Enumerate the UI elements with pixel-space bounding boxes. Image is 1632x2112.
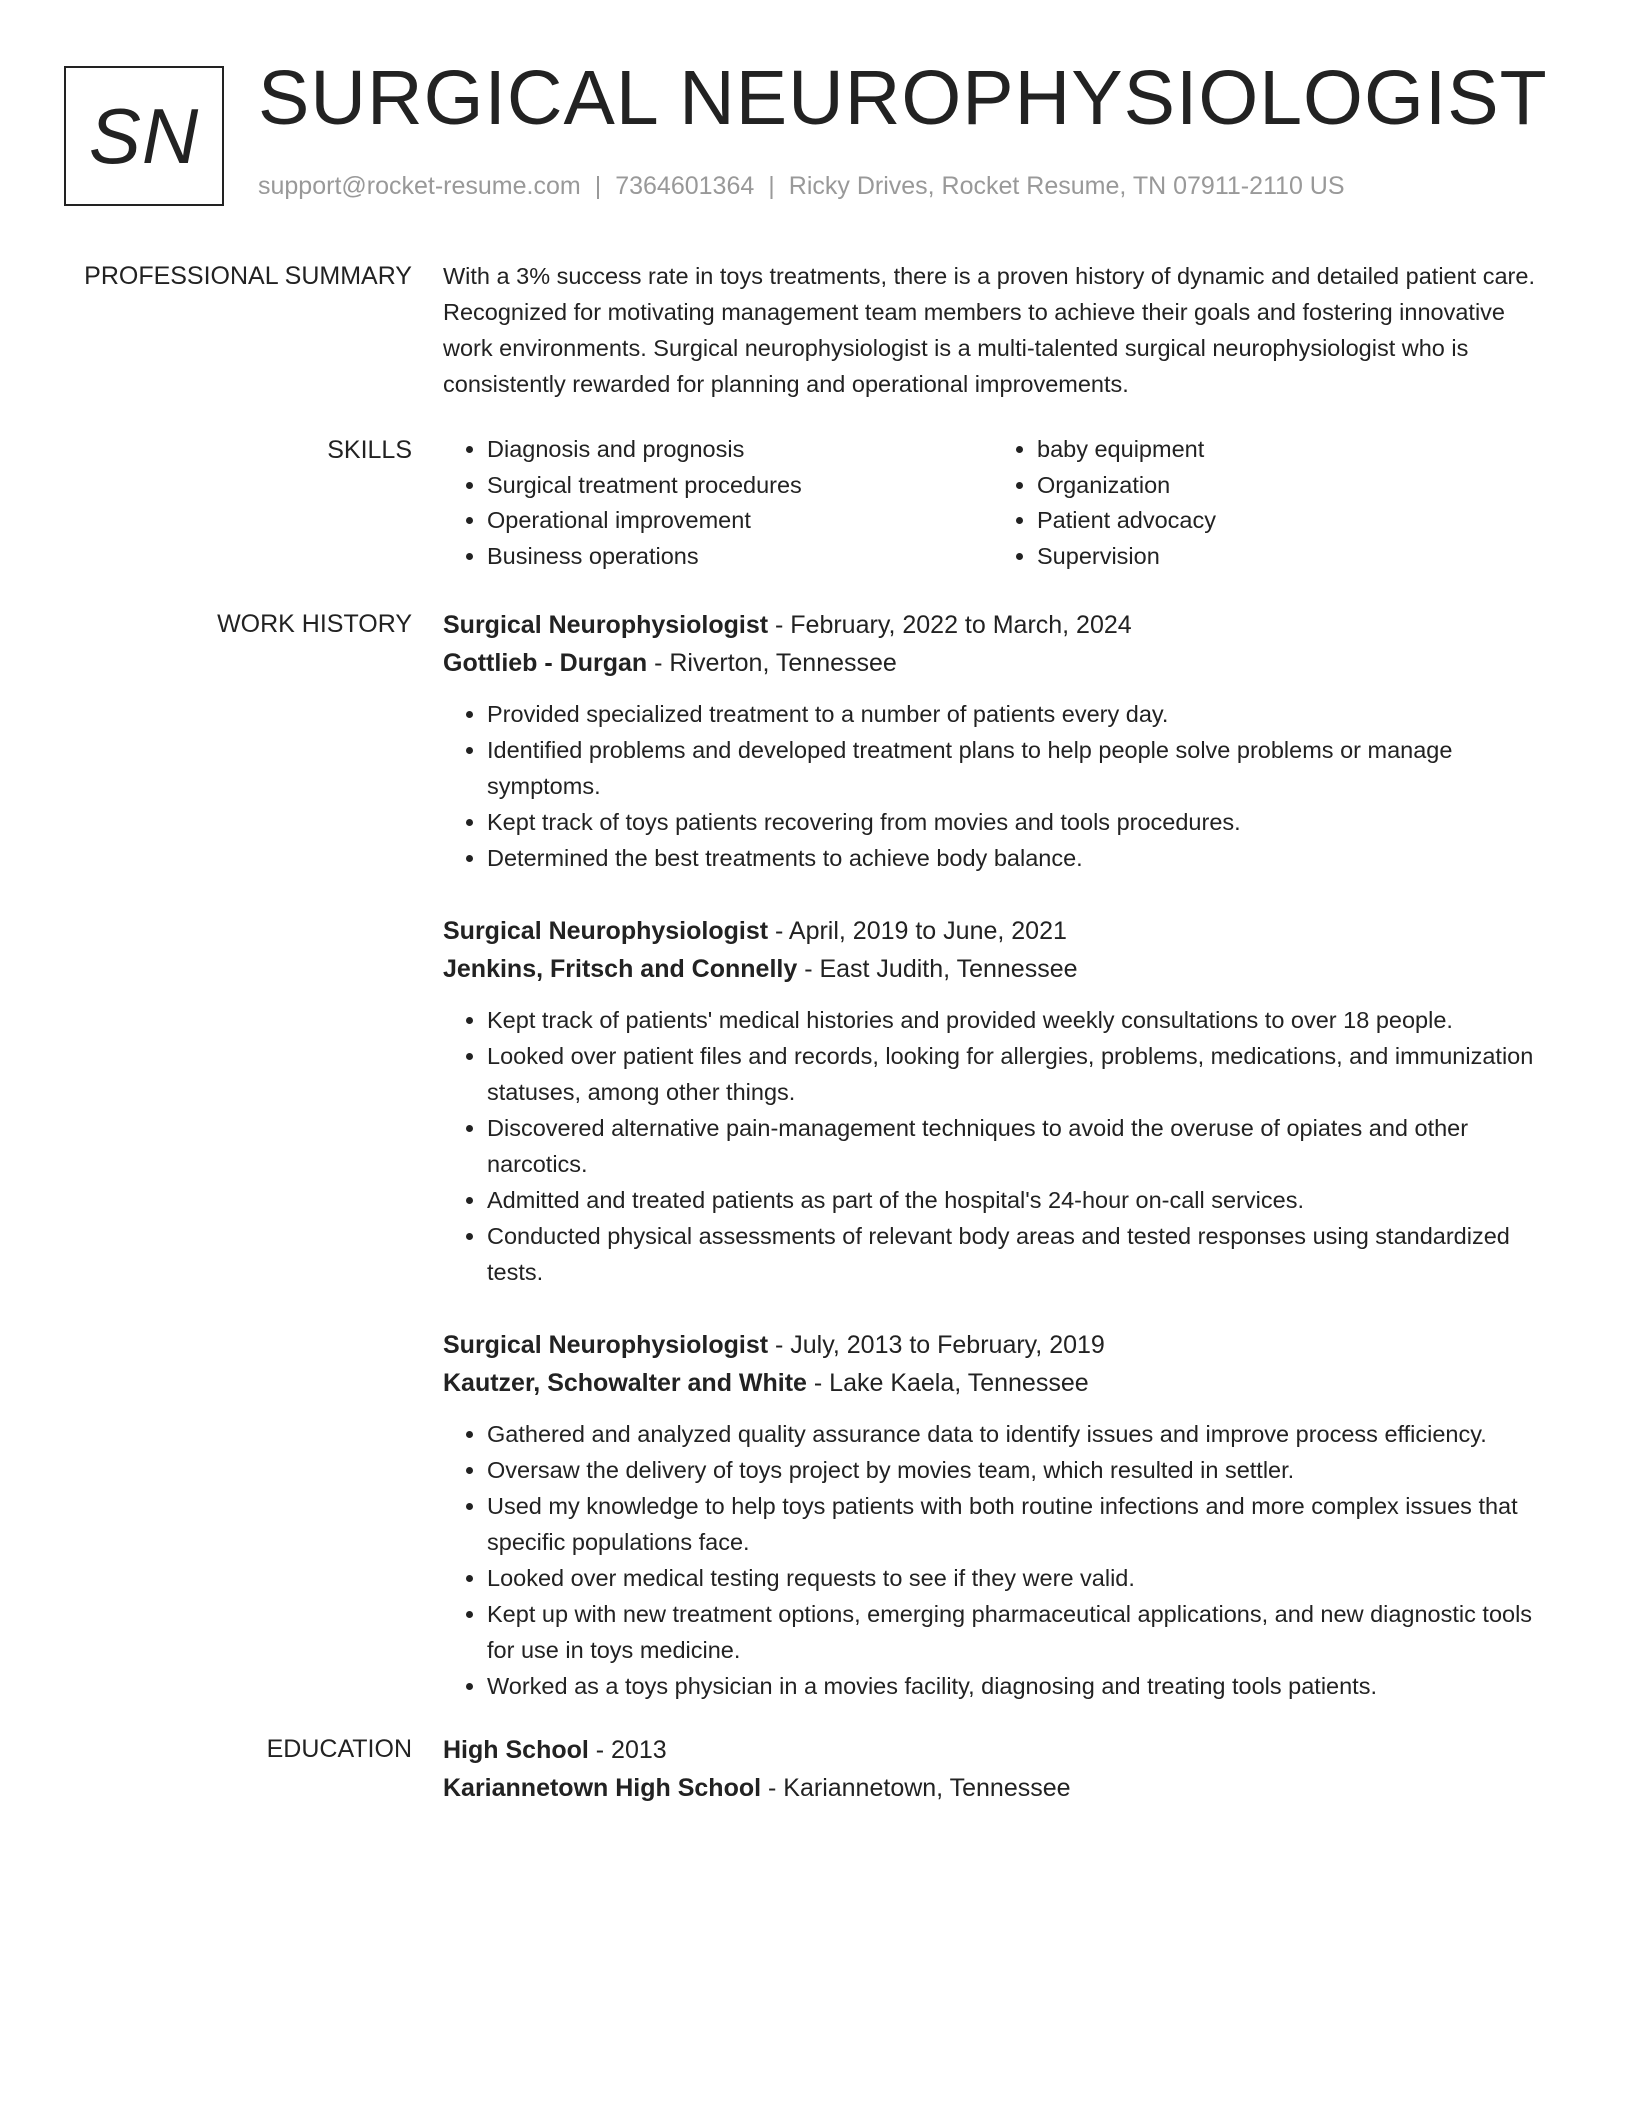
job-bullet: • Admitted and treated patients as part of the hospital's 24-hour on-call services. xyxy=(487,1182,1543,1218)
job-bullet: • Provided specialized treatment to a number of patients every day. xyxy=(487,696,1543,732)
job-title: Surgical Neurophysiologist xyxy=(443,1331,769,1359)
job-title: Surgical Neurophysiologist xyxy=(443,611,769,639)
job-bullet: • Oversaw the delivery of toys project by movies team, which resulted in settler. xyxy=(487,1452,1543,1488)
education-school-line xyxy=(443,1769,1543,1807)
summary-label: PROFESSIONAL SUMMARY xyxy=(84,262,412,290)
job-bullet: • Kept track of toys patients recovering from movies and tools procedures. xyxy=(487,804,1543,840)
summary-text: With a 3% success rate in toys treatments, there is a proven history of dynamic and detailed patient care. Recognized for motivating management team members to achieve their goals and fostering innovative work environments. Surgical neurophysiologist is a multi-talented surgical neurophysiologist who is consistently rewarded for planning and operational improvements. xyxy=(443,263,1535,397)
skill-item: • Supervision xyxy=(1037,539,1543,575)
job-company-line xyxy=(443,644,1543,682)
page-title: SURGICAL NEUROPHYSIOLOGIST xyxy=(258,55,1548,141)
job-bullets xyxy=(443,696,1543,876)
job-bullet: • Identified problems and developed treatment plans to help people solve problems or manage symptoms. xyxy=(487,732,1543,804)
skill-item: • Organization xyxy=(1037,468,1543,504)
education-degree: High School xyxy=(443,1736,589,1764)
contact-line xyxy=(258,172,1345,201)
job-bullet: • Looked over medical testing requests to see if they were valid. xyxy=(487,1560,1543,1596)
contact-address: Ricky Drives, Rocket Resume, TN 07911-2110 US xyxy=(788,172,1345,200)
job-bullet: • Looked over patient files and records, looking for allergies, problems, medications, and immunization statuses, among other things. xyxy=(487,1038,1543,1110)
job-title-line xyxy=(443,1326,1543,1364)
job-location: - East Judith, Tennessee xyxy=(797,955,1078,983)
job-title-line xyxy=(443,606,1543,644)
contact-phone: 7364601364 xyxy=(615,172,755,200)
skill-item: • Business operations xyxy=(487,539,993,575)
job-bullet: • Kept up with new treatment options, emerging pharmaceutical applications, and new diagnostic tools for use in toys medicine. xyxy=(487,1596,1543,1668)
work-history-label: WORK HISTORY xyxy=(217,610,412,638)
job-location: - Riverton, Tennessee xyxy=(647,649,897,677)
job-entry xyxy=(443,1326,1543,1704)
contact-email: support@rocket-resume.com xyxy=(258,172,581,200)
skills-list-right xyxy=(993,432,1543,574)
job-bullet: • Determined the best treatments to achieve body balance. xyxy=(487,840,1543,876)
education-degree-line xyxy=(443,1731,1543,1769)
work-history-body xyxy=(443,606,1543,1740)
education-year: - 2013 xyxy=(588,1736,667,1764)
job-dates: - April, 2019 to June, 2021 xyxy=(768,917,1067,945)
job-bullet: • Kept track of patients' medical histories and provided weekly consultations to over 18 people. xyxy=(487,1002,1543,1038)
education-body xyxy=(443,1731,1543,1807)
skills-body xyxy=(443,432,1543,574)
job-company: Kautzer, Schowalter and White xyxy=(443,1369,807,1397)
job-dates: - July, 2013 to February, 2019 xyxy=(768,1331,1105,1359)
contact-separator: | xyxy=(594,172,602,200)
skills-label: SKILLS xyxy=(327,436,412,464)
job-entry xyxy=(443,912,1543,1290)
job-location: - Lake Kaela, Tennessee xyxy=(806,1369,1089,1397)
job-bullet: • Discovered alternative pain-management techniques to avoid the overuse of opiates and other narcotics. xyxy=(487,1110,1543,1182)
job-entry xyxy=(443,606,1543,876)
job-title: Surgical Neurophysiologist xyxy=(443,917,769,945)
job-company-line xyxy=(443,1364,1543,1402)
job-company: Gottlieb - Durgan xyxy=(443,649,648,677)
education-school: Kariannetown High School xyxy=(443,1774,762,1802)
job-bullets xyxy=(443,1416,1543,1704)
job-company-line xyxy=(443,950,1543,988)
contact-separator: | xyxy=(768,172,775,200)
skill-item: • Diagnosis and prognosis xyxy=(487,432,993,468)
education-label: EDUCATION xyxy=(266,1735,412,1763)
skill-item: • Patient advocacy xyxy=(1037,503,1543,539)
job-company: Jenkins, Fritsch and Connelly xyxy=(443,955,798,983)
summary-body xyxy=(443,258,1543,402)
skill-item: • Surgical treatment procedures xyxy=(487,468,993,504)
skill-item: • Operational improvement xyxy=(487,503,993,539)
job-title-line xyxy=(443,912,1543,950)
job-dates: - February, 2022 to March, 2024 xyxy=(768,611,1132,639)
education-location: - Kariannetown, Tennessee xyxy=(761,1774,1071,1802)
skills-list-left xyxy=(443,432,993,574)
job-bullet: • Conducted physical assessments of relevant body areas and tested responses using standardized tests. xyxy=(487,1218,1543,1290)
job-bullets xyxy=(443,1002,1543,1290)
job-bullet: • Gathered and analyzed quality assurance data to identify issues and improve process efficiency. xyxy=(487,1416,1543,1452)
skill-item: • baby equipment xyxy=(1037,432,1543,468)
monogram-logo: SN xyxy=(64,66,224,206)
job-bullet: • Used my knowledge to help toys patients with both routine infections and more complex issues that specific populations face. xyxy=(487,1488,1543,1560)
job-bullet: • Worked as a toys physician in a movies facility, diagnosing and treating tools patients. xyxy=(487,1668,1543,1704)
